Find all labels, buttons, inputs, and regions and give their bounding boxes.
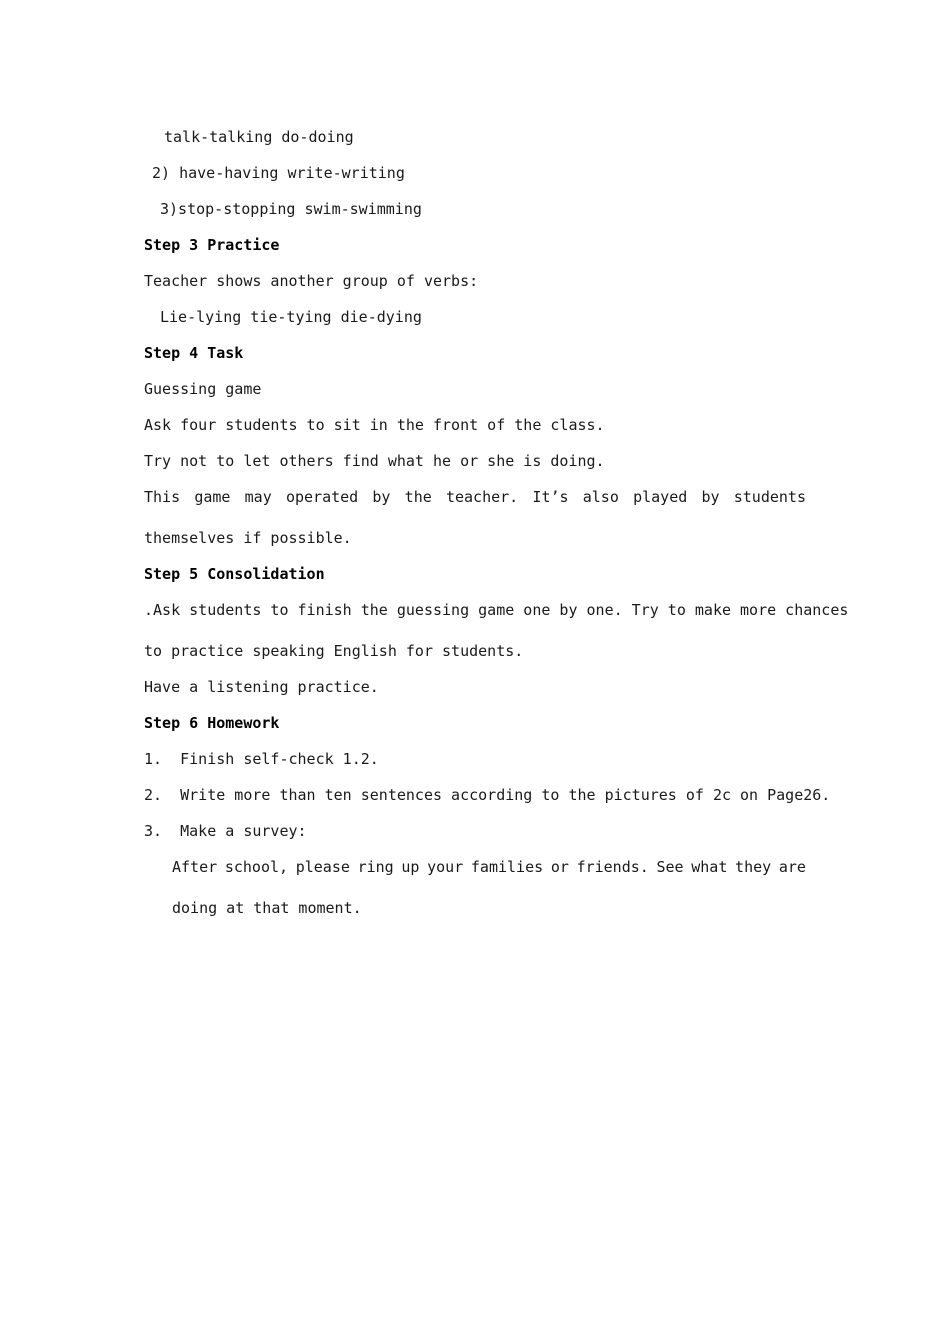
step3-heading: Step 3 Practice: [144, 236, 280, 254]
task-instruction-2: Try not to let others find what he or she is doing.: [144, 452, 605, 470]
homework-item-2: 2. Write more than ten sentences according to the pictures of 2c on Page26.: [144, 786, 831, 804]
word: played: [633, 488, 688, 506]
verb-pair-line-3: 3)stop-stopping swim-swimming: [160, 200, 422, 218]
verb-pair-line-4: Lie-lying tie-tying die-dying: [160, 308, 422, 326]
practice-intro: Teacher shows another group of verbs:: [144, 272, 479, 290]
word: After: [172, 858, 218, 876]
task-instruction-3: [144, 487, 806, 507]
word: It’s: [532, 488, 569, 506]
word: what: [691, 858, 728, 876]
word: also: [582, 488, 619, 506]
survey-instruction: [172, 857, 806, 877]
verb-pair-line-1: talk-talking do-doing: [164, 128, 354, 146]
step6-heading: Step 6 Homework: [144, 714, 280, 732]
word: your: [427, 858, 464, 876]
word: game: [194, 488, 231, 506]
word: by: [701, 488, 720, 506]
homework-item-1: 1. Finish self-check 1.2.: [144, 750, 379, 768]
task-title: Guessing game: [144, 380, 262, 398]
word: See: [656, 858, 684, 876]
verb-pair-line-2: 2) have-having write-writing: [152, 164, 405, 182]
word: This: [144, 488, 181, 506]
word: the: [404, 488, 432, 506]
word: they: [735, 858, 772, 876]
task-instruction-1: Ask four students to sit in the front of the class.: [144, 416, 605, 434]
survey-instruction-cont: doing at that moment.: [172, 899, 362, 917]
word: friends.: [576, 858, 649, 876]
word: school,: [224, 858, 289, 876]
step4-heading: Step 4 Task: [144, 344, 244, 362]
step5-heading: Step 5 Consolidation: [144, 565, 325, 583]
word: or: [550, 858, 569, 876]
word: teacher.: [445, 488, 519, 506]
task-instruction-3-cont: themselves if possible.: [144, 529, 352, 547]
word: students: [733, 488, 806, 506]
homework-item-3: 3. Make a survey:: [144, 822, 307, 840]
word: ring: [357, 858, 394, 876]
consolidation-line-1: .Ask students to finish the guessing game one by one. Try to make more chances: [144, 601, 849, 619]
word: may: [244, 488, 272, 506]
word: by: [372, 488, 391, 506]
consolidation-line-3: Have a listening practice.: [144, 678, 379, 696]
word: up: [401, 858, 420, 876]
consolidation-line-2: to practice speaking English for students.: [144, 642, 524, 660]
word: operated: [285, 488, 359, 506]
word: families: [470, 858, 544, 876]
word: please: [295, 858, 350, 876]
word: are: [778, 858, 806, 876]
